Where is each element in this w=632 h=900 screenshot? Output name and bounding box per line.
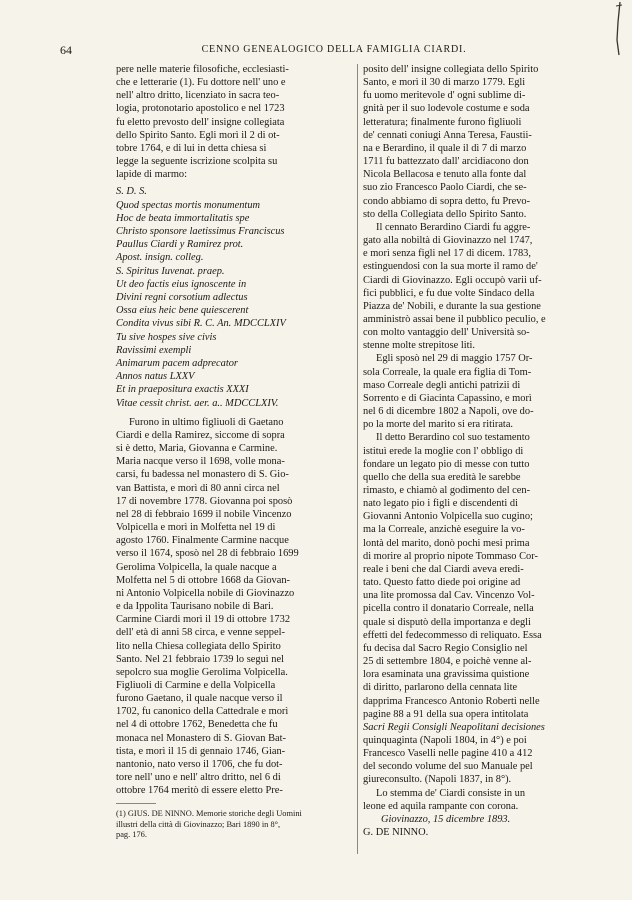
text-line: leone ed aquila rampante con corona. bbox=[363, 800, 519, 812]
text-line: verso il 1674, sposò nel 28 di febbraio 1699 bbox=[116, 548, 299, 560]
epigraph-line: Vitae cessit christ. aer. a.. MDCCLXIV. bbox=[116, 397, 279, 409]
text-line: letteratura; finalmente furono figliuoli bbox=[363, 116, 522, 128]
text-line: Giovanni Antonio Volpicella suo cugino; bbox=[363, 511, 533, 523]
text-line: lora esaminata una gravissima quistione bbox=[363, 669, 530, 681]
epigraph-line: Ossa eius heic bene quiescerent bbox=[116, 305, 249, 317]
running-header bbox=[60, 43, 568, 59]
footnote-line: pag. 176. bbox=[116, 830, 147, 840]
text-line: van Battista, e morì di 80 anni circa nel bbox=[116, 482, 280, 494]
left-column bbox=[116, 63, 352, 841]
berardino-paragraph bbox=[363, 221, 571, 353]
text-line: lito nella Chiesa collegiata dello Spirito bbox=[116, 640, 281, 652]
text-line: maso Correale degli antichi patrizii di bbox=[363, 379, 521, 391]
text-line: fu uomo meritevole d' ogni sublime di- bbox=[363, 90, 526, 102]
text-line: 25 di settembre 1804, e poichè venne al- bbox=[363, 656, 532, 668]
text-line: nato legato pio i figli e discendenti di bbox=[363, 498, 518, 510]
text-line: Sacri Regii Consigli Neapolitani decisiones bbox=[363, 721, 545, 733]
text-line: di diritto, parlarono della cennata lite bbox=[363, 682, 518, 694]
text-line: logia, protonotario apostolico e nel 1723 bbox=[116, 103, 285, 115]
epigraph-line: S. Spiritus Iuvenat. praep. bbox=[116, 265, 225, 277]
text-line: picella contro il donatario Correale, nella bbox=[363, 603, 534, 615]
text-line: ma la Correale, anzichè eseguire la vo- bbox=[363, 524, 525, 536]
text-line: nel 4 di ottobre 1762, Benedetta che fu bbox=[116, 719, 278, 731]
text-line: lontà del marito, donò pochi mesi prima bbox=[363, 537, 530, 549]
text-line: stenne molte strepitose liti. bbox=[363, 340, 475, 352]
text-line: fondare un legato pio di messe con tutto bbox=[363, 458, 530, 470]
epigraph-line: Annos natus LXXV bbox=[116, 371, 195, 383]
coat-of-arms-paragraph bbox=[363, 787, 571, 813]
text-line: suo zio Francesco Paolo Ciardi, che se- bbox=[363, 182, 527, 194]
text-line: 17 di novembre 1778. Giovanna poi sposò bbox=[116, 495, 293, 507]
text-line: furono Gaetano, il quale nacque verso il bbox=[116, 693, 283, 705]
text-line: lapide di marmo: bbox=[116, 169, 187, 181]
text-line: sto della Collegiata dello Spirito Santo. bbox=[363, 208, 527, 220]
epigraph-line: Christo sponsore laetissimus Franciscus bbox=[116, 226, 285, 238]
text-line: fu decisa dal Sacro Regio Consiglio nel bbox=[363, 642, 528, 654]
text-line: carsi, fu badessa nel monastero di S. Gio- bbox=[116, 469, 289, 481]
text-line: ni Antonio Volpicella nobile di Giovinazzo bbox=[116, 587, 295, 599]
epigraph-line: Tu sive hospes sive civis bbox=[116, 331, 217, 343]
text-line: Nicola Bellacosa e tenuto alla fonte dal bbox=[363, 169, 527, 181]
text-line: e morì senza figli nel 17 di dicem. 1783, bbox=[363, 248, 531, 260]
text-line: Ciardi di Giovinazzo. Egli occupò varii uf- bbox=[363, 274, 542, 286]
epigraph-line: Hoc de beata immortalitatis spe bbox=[116, 212, 250, 224]
text-line: Ciardi e della Ramirez, siccome di sopra bbox=[116, 430, 285, 442]
signature-block bbox=[363, 813, 571, 839]
text-line: Piazza de' Nobili, e durante la sua gestione bbox=[363, 300, 541, 312]
text-line: effetti del fedecommesso di reliquato. Essa bbox=[363, 629, 542, 641]
text-line: agosto 1760. Finalmente Carmine nacque bbox=[116, 535, 289, 547]
page-number: 64 bbox=[60, 43, 72, 57]
text-line: nell' altro dritto, licenziato in sacra teo- bbox=[116, 90, 280, 102]
epigraph-inscription bbox=[116, 185, 352, 409]
epigraph-line: Condita vivus sibi R. C. An. MDCCLXIV bbox=[116, 318, 286, 330]
footnote-rule bbox=[116, 803, 156, 804]
text-line: amministrò assai bene il pubblico peculio, e bbox=[363, 313, 546, 325]
signature-author: G. DE NINNO. bbox=[363, 827, 429, 839]
text-line: che e letterarie (1). Fu dottore nell' uno e bbox=[116, 77, 286, 89]
right-column bbox=[363, 63, 571, 839]
running-title: CENNO GENEALOGICO DELLA FAMIGLIA CIARDI. bbox=[201, 44, 467, 55]
text-line: fu eletto prevosto dell' insigne collegiata bbox=[116, 116, 285, 128]
text-line: quello che della sua eredità le sarebbe bbox=[363, 471, 521, 483]
text-line: Santo, e morì il 30 di marzo 1779. Egli bbox=[363, 77, 526, 89]
text-line: ottobre 1764 meritò di essere eletto Pre- bbox=[116, 785, 283, 797]
text-line: quale si disputò della importanza e degli bbox=[363, 616, 531, 628]
text-line: Lo stemma de' Ciardi consiste in un bbox=[376, 787, 526, 799]
marriage-paragraph bbox=[363, 352, 571, 431]
text-line: posito dell' insigne collegiata dello Spirito bbox=[363, 64, 539, 75]
text-line: legge la seguente iscrizione scolpita su bbox=[116, 156, 278, 168]
text-line: Santo. Nel 21 febbraio 1739 lo seguì nel bbox=[116, 653, 284, 665]
text-line: quinquaginta (Napoli 1804, in 4°) e poi bbox=[363, 734, 527, 746]
text-line: 1702, fu canonico della Cattedrale e morì bbox=[116, 706, 289, 718]
epigraph-line: Ut deo factis eius ignoscente in bbox=[116, 278, 247, 290]
text-line: con molto vantaggio dell' Università so- bbox=[363, 327, 530, 339]
text-line: Il cennato Berardino Ciardi fu aggre- bbox=[376, 221, 531, 233]
text-line: Sorrento e di Giacinta Capassino, e morì bbox=[363, 392, 532, 404]
text-line: tato. Questo fatto diede poi origine ad bbox=[363, 577, 521, 589]
text-line: dell' età di anni 58 circa, e venne seppel- bbox=[116, 627, 285, 639]
epigraph-line: Apost. insign. colleg. bbox=[116, 252, 204, 264]
epigraph-line: Animarum pacem adprecator bbox=[116, 358, 238, 370]
text-line: po la morte del marito si era ritirata. bbox=[363, 419, 514, 431]
column-divider bbox=[357, 64, 358, 854]
text-line: rimasto, e chiamò al godimento del cen- bbox=[363, 485, 531, 496]
text-line: sepolcro sua moglie Gerolima Volpicella. bbox=[116, 666, 288, 678]
continuation-paragraph bbox=[363, 63, 571, 221]
text-line: gato alla nobiltà di Giovinazzo nel 1747, bbox=[363, 235, 533, 247]
text-line: tista, e morì il 15 di gennaio 1746, Gian- bbox=[116, 745, 286, 757]
testament-paragraph bbox=[363, 431, 571, 786]
intro-paragraph bbox=[116, 63, 352, 181]
text-line: istituì erede la moglie con l' obbligo di bbox=[363, 445, 524, 457]
epigraph-line: Divini regni corsotium adlectus bbox=[116, 292, 248, 304]
text-line: pagine 88 a 91 della sua opera intitolata bbox=[363, 708, 529, 720]
text-line: Figliuoli di Carmine e della Volpicella bbox=[116, 679, 276, 691]
text-line: na e Berardino, il quale il dì 7 di marzo bbox=[363, 142, 527, 154]
text-line: estinguendosi con la sua morte il ramo de' bbox=[363, 261, 538, 273]
footnote-line: (1) GIUS. DE NINNO. Memorie storiche degli Uomini bbox=[116, 809, 302, 819]
epigraph-line: S. D. S. bbox=[116, 186, 147, 198]
text-line: fici pubblici, e fu due volte Sindaco della bbox=[363, 287, 535, 299]
text-line: Volpicella e morì in Molfetta nel 19 di bbox=[116, 522, 276, 534]
text-line: Maria nacque verso il 1698, volle mona- bbox=[116, 456, 285, 468]
footnote bbox=[116, 809, 352, 841]
text-line: Gerolima Volpicella, la quale nacque a bbox=[116, 561, 277, 573]
text-line: pere nelle materie filosofiche, ecclesiasti- bbox=[116, 64, 289, 75]
text-line: e da Ippolita Taurisano nobile di Bari. bbox=[116, 601, 274, 613]
text-line: del secondo volume del suo Manuale pel bbox=[363, 761, 533, 773]
text-line: reale i beni che dal Ciardi aveva eredi- bbox=[363, 563, 524, 575]
text-line: monaca nel Monastero di S. Giovan Bat- bbox=[116, 732, 286, 744]
epigraph-line: Quod spectas mortis monumentum bbox=[116, 199, 261, 211]
text-line: giureconsulto. (Napoli 1837, in 8°). bbox=[363, 774, 512, 786]
text-line: nantonio, nato verso il 1706, che fu dot- bbox=[116, 758, 283, 770]
epigraph-line: Ravissimi exempli bbox=[116, 344, 192, 356]
signature-place-date: Giovinazzo, 15 dicembre 1893. bbox=[381, 813, 511, 825]
text-line: condo abbiamo di sopra detto, fu Prevo- bbox=[363, 195, 531, 207]
text-line: Furono in ultimo figliuoli di Gaetano bbox=[129, 416, 284, 428]
epigraph-line: Et in praepositura exactis XXXI bbox=[116, 384, 249, 396]
footnote-line: illustri della città di Giovinazzo; Bari 1890 in 8°, bbox=[116, 819, 281, 829]
text-line: de' cennati coniugi Anna Teresa, Faustii- bbox=[363, 129, 532, 141]
text-line: una lite promossa dal Cav. Vincenzo Vol- bbox=[363, 590, 535, 602]
text-line: Egli sposò nel 29 di maggio 1757 Or- bbox=[376, 353, 533, 365]
text-line: tore nell' uno e nell' altro dritto, nel 6 di bbox=[116, 772, 281, 784]
text-line: Molfetta nel 5 di ottobre 1668 da Giovan- bbox=[116, 574, 291, 586]
epigraph-line: Paullus Ciardi y Ramirez prot. bbox=[116, 239, 244, 251]
text-line: di morire al proprio nipote Tommaso Cor- bbox=[363, 550, 538, 562]
text-line: si è detto, Maria, Giovanna e Carmine. bbox=[116, 443, 278, 455]
text-line: Francesco Vaselli nelle pagine 410 a 412 bbox=[363, 748, 533, 760]
pen-mark bbox=[606, 0, 626, 58]
text-line: Il detto Berardino col suo testamento bbox=[376, 432, 530, 444]
text-line: sola Correale, la quale era figlia di Tom- bbox=[363, 366, 532, 378]
text-line: Carmine Ciardi morì il 19 di ottobre 1732 bbox=[116, 614, 291, 626]
text-line: nel 6 di dicembre 1802 a Napoli, ove do- bbox=[363, 406, 534, 418]
text-line: dapprima Francesco Antonio Roberti nelle bbox=[363, 695, 540, 707]
text-line: tobre 1764, e di lui in detta chiesa si bbox=[116, 142, 267, 154]
text-line: gnità per il suo lodevole costume e soda bbox=[363, 103, 530, 115]
text-line: nel 28 di febbraio 1699 il nobile Vincenzo bbox=[116, 508, 292, 520]
family-paragraph bbox=[116, 416, 352, 798]
text-line: 1711 fu battezzato dall' arcidiacono don bbox=[363, 156, 529, 168]
text-line: dello Spirito Santo. Egli morì il 2 di ot- bbox=[116, 129, 280, 141]
